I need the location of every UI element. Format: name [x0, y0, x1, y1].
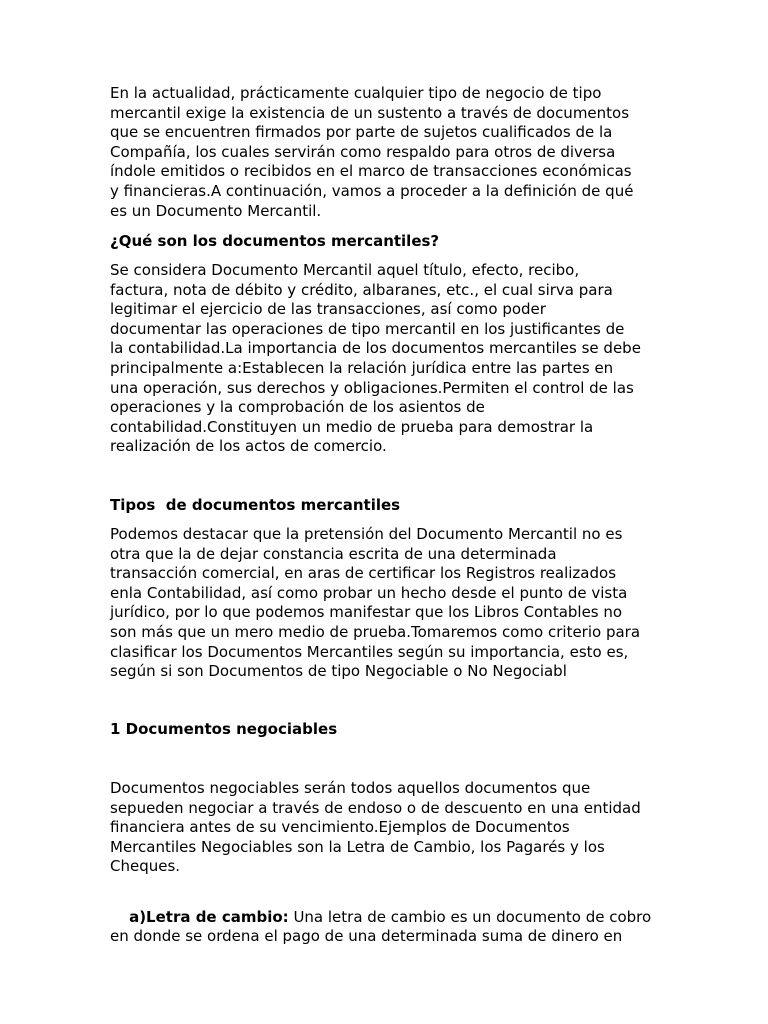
text-line: es un Documento Mercantil. — [110, 201, 322, 220]
text-line: En la actualidad, prácticamente cualquier tipo de negocio de tipo — [110, 84, 602, 102]
text-line: enla Contabilidad, así como probar un hecho desde el punto de vista — [110, 583, 628, 602]
letra-label: a)Letra de cambio: — [129, 907, 289, 926]
text-line: Mercantiles Negociables son la Letra de Cambio, los Pagarés y los — [110, 837, 605, 856]
letra-paragraph — [110, 888, 651, 966]
heading-negociables: 1 Documentos negociables — [110, 720, 338, 738]
text-line: una operación, sus derechos y obligaciones.Permiten el control de las — [110, 378, 634, 397]
text-line: Compañía, los cuales servirán como respaldo para otros de diversa — [110, 142, 616, 161]
text-line: financiera antes de su vencimiento.Ejemplos de Documentos — [110, 818, 570, 837]
heading-que-son: ¿Qué son los documentos mercantiles? — [110, 232, 440, 250]
intro-paragraph — [110, 84, 633, 221]
text-line: Una letra de cambio es un documento de cobro — [288, 907, 652, 926]
text-line: sepueden negociar a través de endoso o de descuento en una entidad — [110, 798, 641, 817]
text-line: que se encuentren firmados por parte de sujetos cualificados de la — [110, 123, 613, 142]
text-line: Se considera Documento Mercantil aquel título, efecto, recibo, — [110, 261, 580, 279]
text-line: en donde se ordena el pago de una determinada suma de dinero en — [110, 927, 623, 946]
text-line: Documentos negociables serán todos aquellos documentos que — [110, 779, 591, 797]
text-line: principalmente a:Establecen la relación jurídica entre las partes en — [110, 358, 614, 377]
text-line: mercantil exige la existencia de un sustento a través de documentos — [110, 103, 630, 122]
text-line: realización de los actos de comercio. — [110, 437, 387, 456]
text-line: la contabilidad.La importancia de los documentos mercantiles se debe — [110, 339, 641, 358]
text-line: y financieras.A continuación, vamos a proceder a la definición de qué — [110, 181, 634, 200]
text-line: otra que la de dejar constancia escrita de una determinada — [110, 544, 557, 563]
negociables-paragraph — [110, 779, 641, 877]
text-line: Podemos destacar que la pretensión del Documento Mercantil no es — [110, 525, 623, 543]
text-line: legitimar el ejercicio de las transacciones, así como poder — [110, 300, 546, 319]
text-line: contabilidad.Constituyen un medio de prueba para demostrar la — [110, 417, 594, 436]
text-line: son más que un mero medio de prueba.Tomaremos como criterio para — [110, 622, 641, 641]
text-line: factura, nota de débito y crédito, albaranes, etc., el cual sirva para — [110, 280, 613, 299]
text-line: transacción comercial, en aras de certificar los Registros realizados — [110, 564, 617, 583]
text-line: operaciones y la comprobación de los asientos de — [110, 398, 485, 417]
text-line: clasificar los Documentos Mercantiles según su importancia, esto es, — [110, 642, 629, 661]
heading-tipos: Tipos de documentos mercantiles — [110, 496, 401, 514]
text-line: jurídico, por lo que podemos manifestar que los Libros Contables no — [110, 603, 623, 622]
text-line: documentar las operaciones de tipo mercantil en los justificantes de — [110, 319, 625, 338]
text-line: Cheques. — [110, 857, 181, 876]
tipos-paragraph — [110, 525, 640, 682]
text-line: índole emitidos o recibidos en el marco de transacciones económicas — [110, 162, 632, 181]
definition-paragraph — [110, 261, 641, 457]
text-line: según si son Documentos de tipo Negociable o No Negociabl — [110, 662, 567, 681]
